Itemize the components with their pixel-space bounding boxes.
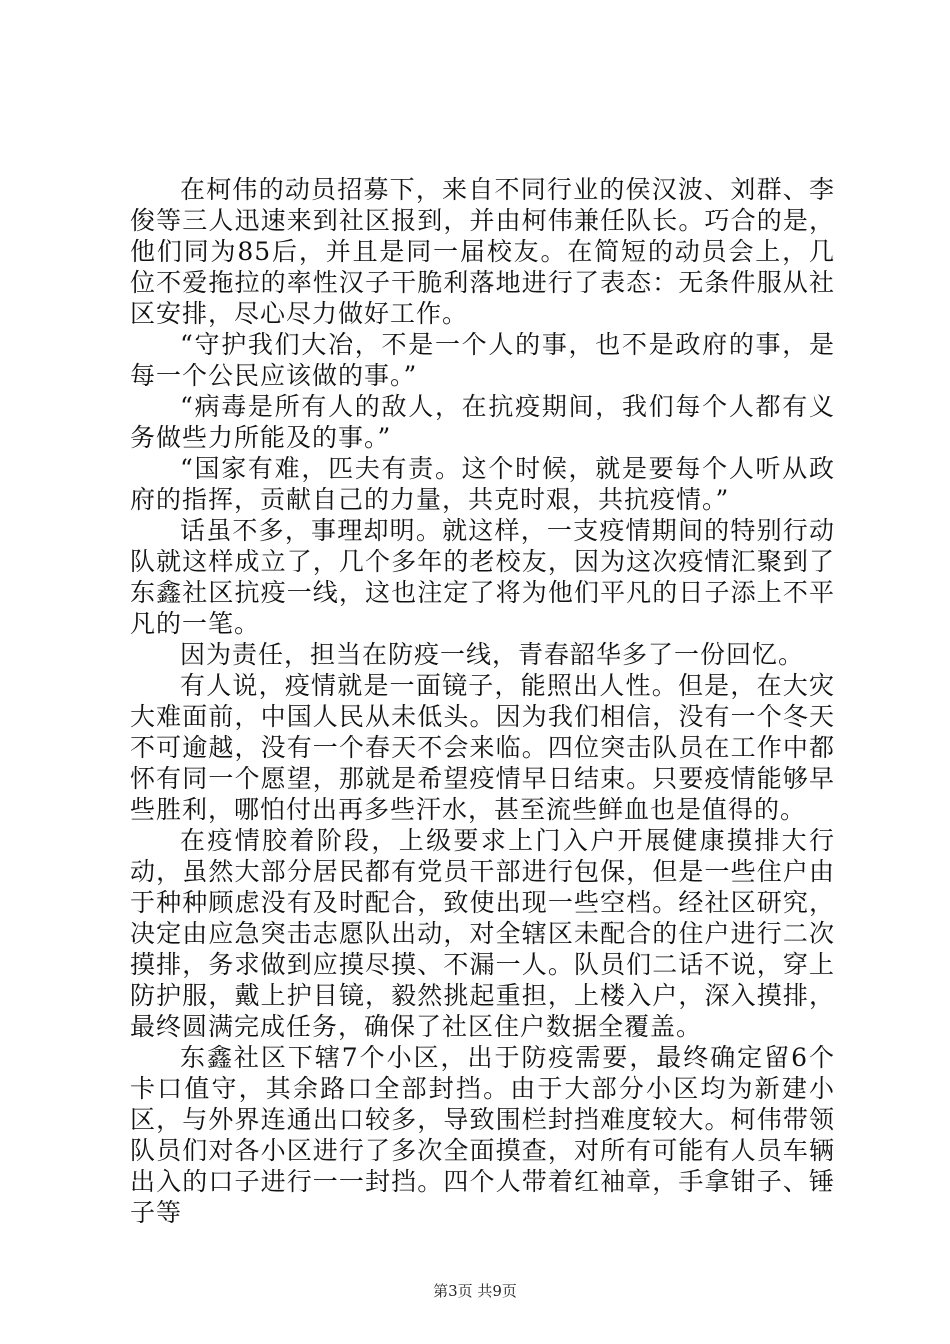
paragraph-9: 东鑫社区下辖7个小区，出于防疫需要，最终确定留6个卡口值守，其余路口全部封挡。由于大部分小区均为新建小区，与外界连通出口较多，导致围栏封挡难度较大。柯伟带领队员们对各小区进行了多次全面摸查，对所有可能有人员车辆出入的口子进行一一封挡。四个人带着红袖章，手拿钳子、锤子等 <box>130 1043 835 1227</box>
page-number-label: 第3页 共9页 <box>433 1282 517 1300</box>
paragraph-1: 在柯伟的动员招募下，来自不同行业的侯汉波、刘群、李俊等三人迅速来到社区报到，并由柯伟兼任队长。巧合的是，他们同为85后，并且是同一届校友。在简短的动员会上，几位不爱拖拉的率性汉子干脆利落地进行了表态：无条件服从社区安排，尽心尽力做好工作。 <box>130 175 835 328</box>
paragraph-2: “守护我们大冶，不是一个人的事，也不是政府的事，是每一个公民应该做的事。” <box>130 330 835 390</box>
paragraph-4: “国家有难，匹夫有责。这个时候，就是要每个人听从政府的指挥，贡献自己的力量，共克时艰，共抗疫情。” <box>130 454 835 514</box>
paragraph-8: 在疫情胶着阶段，上级要求上门入户开展健康摸排大行动，虽然大部分居民都有党员干部进行包保，但是一些住户由于种种顾虑没有及时配合，致使出现一些空档。经社区研究，决定由应急突击志愿队出动，对全辖区未配合的住户进行二次摸排，务求做到应摸尽摸、不漏一人。队员们二话不说，穿上防护服，戴上护目镜，毅然挑起重担，上楼入户，深入摸排，最终圆满完成任务，确保了社区住户数据全覆盖。 <box>130 826 835 1041</box>
paragraph-6: 因为责任，担当在防疫一线，青春韶华多了一份回忆。 <box>180 640 805 669</box>
article-body <box>130 174 835 1228</box>
paragraph-7: 有人说，疫情就是一面镜子，能照出人性。但是，在大灾大难面前，中国人民从未低头。因为我们相信，没有一个冬天不可逾越，没有一个春天不会来临。四位突击队员在工作中都怀有同一个愿望，那就是希望疫情早日结束。只要疫情能够早些胜利，哪怕付出再多些汗水，甚至流些鲜血也是值得的。 <box>130 671 835 824</box>
paragraph-3: “病毒是所有人的敌人，在抗疫期间，我们每个人都有义务做些力所能及的事。” <box>130 392 835 452</box>
paragraph-5: 话虽不多，事理却明。就这样，一支疫情期间的特别行动队就这样成立了，几个多年的老校友，因为这次疫情汇聚到了东鑫社区抗疫一线，这也注定了将为他们平凡的日子添上不平凡的一笔。 <box>130 516 835 638</box>
page-footer <box>0 1280 950 1301</box>
